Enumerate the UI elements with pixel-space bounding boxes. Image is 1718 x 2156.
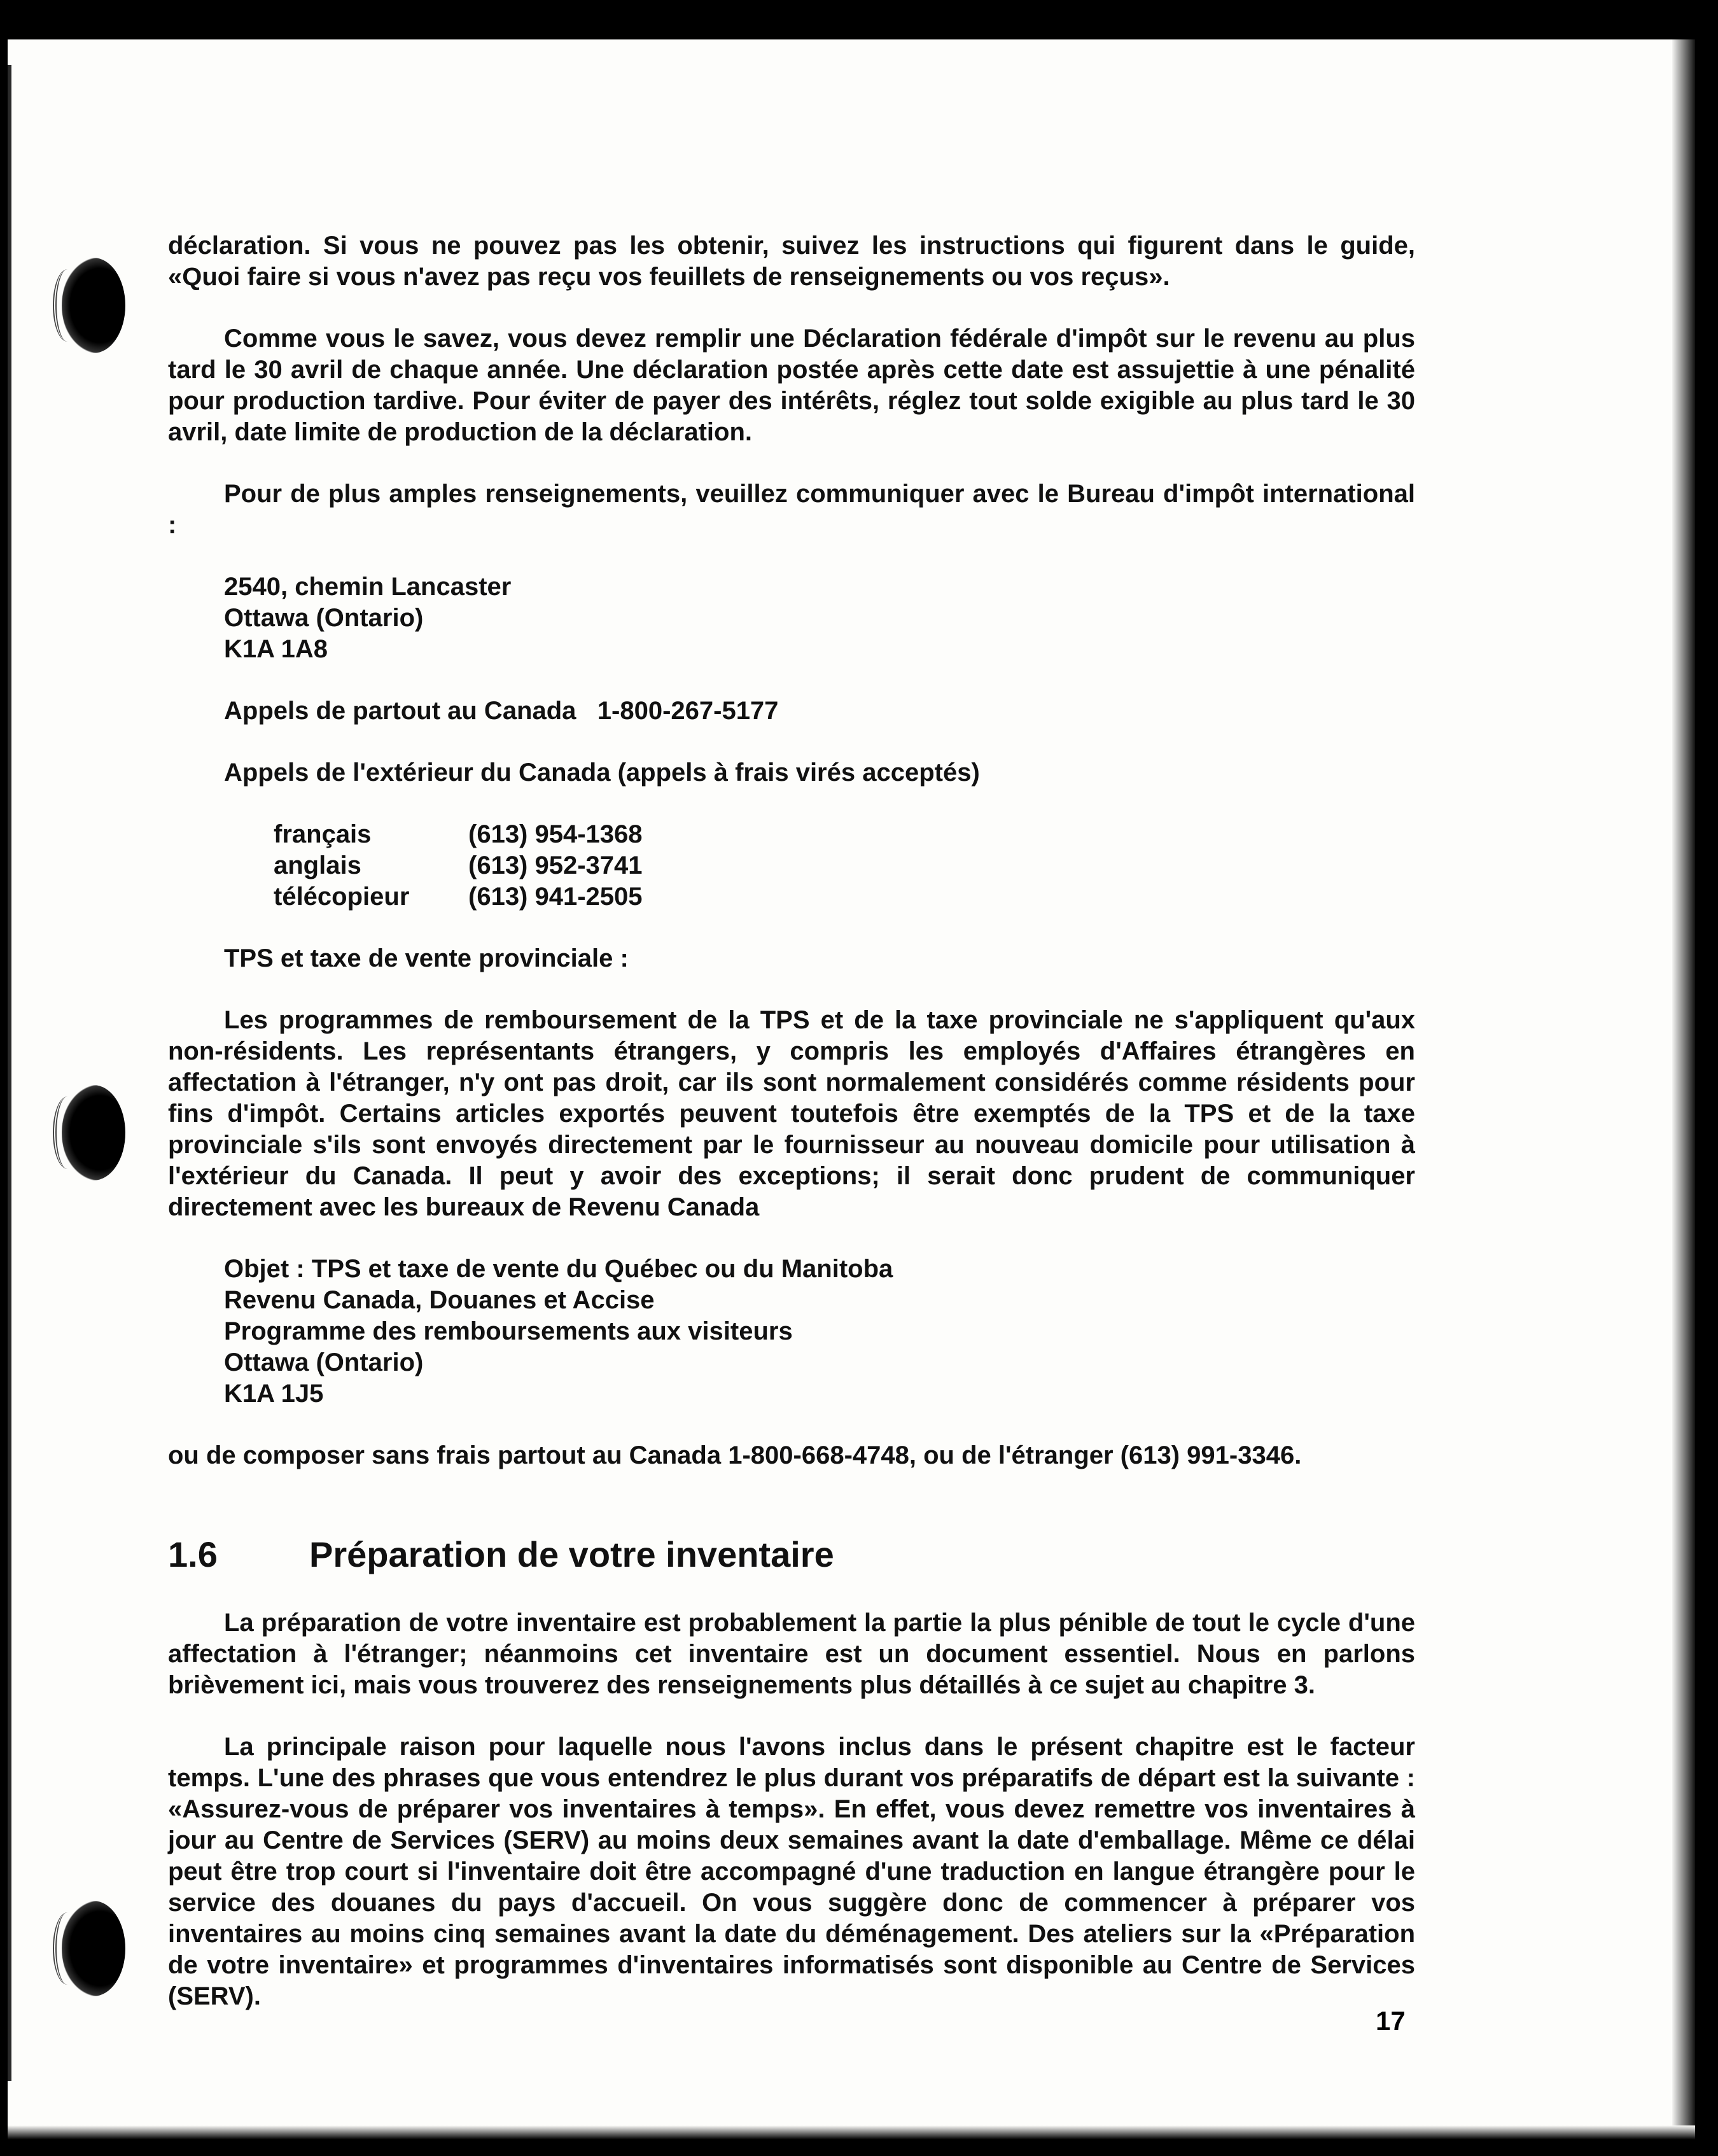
phone-label: télécopieur bbox=[274, 883, 410, 911]
address-line: K1A 1A8 bbox=[224, 635, 328, 663]
tps-heading: TPS et taxe de vente provinciale : bbox=[224, 944, 629, 972]
binder-hole-middle bbox=[62, 1085, 125, 1180]
section-title: Préparation de votre inventaire bbox=[309, 1534, 834, 1574]
phone-list bbox=[274, 819, 1415, 913]
phone-row bbox=[274, 881, 1415, 913]
phone-row bbox=[274, 819, 1415, 850]
paragraph-deadline: Comme vous le savez, vous devez remplir une Déclaration fédérale d'impôt sur le revenu au plus tard le 30 avril de chaque année. Une déclaration postée après cette date est assujettie à une pénalité pour production tardive. Pour éviter de payer des intérêts, réglez tout solde exigible au plus tard le 30 avril, date limite de production de la déclaration. bbox=[168, 325, 1415, 446]
paragraph-inventory-2: La principale raison pour laquelle nous l'avons inclus dans le présent chapitre est le facteur temps. L'une des phrases que vous entendrez le plus durant vos préparatifs de départ est la suivante : «Assurez-vous de préparer vos inventaires à temps». En effet, vous devez remettre vos inventaires à jour au Centre de Services (SERV) au moins deux semaines avant la date d'emballage. Même ce délai peut être trop court si l'inventaire doit être accompagné d'une traduction en langue étrangère pour le service des douanes du pays d'accueil. On vous suggère donc de commencer à préparer vos inventaires au moins cinq semaines avant la date du déménagement. Des ateliers sur la «Préparation de votre inventaire» et programmes d'inventaires informatisés sont disponible au Centre de Services (SERV). bbox=[168, 1733, 1415, 2010]
address-line: Revenu Canada, Douanes et Accise bbox=[224, 1286, 655, 1314]
address-line: 2540, chemin Lancaster bbox=[224, 573, 512, 601]
phone-row bbox=[274, 850, 1415, 881]
page-left-edge bbox=[8, 65, 11, 2081]
phone-number: (613) 952-3741 bbox=[468, 851, 643, 879]
address-line: Ottawa (Ontario) bbox=[224, 1348, 424, 1376]
paragraph-contact: Pour de plus amples renseignements, veuillez communiquer avec le Bureau d'impôt international : bbox=[168, 480, 1415, 539]
address-line: Programme des remboursements aux visiteurs bbox=[224, 1317, 793, 1345]
page-right-edge bbox=[1672, 39, 1695, 2139]
address-line: Ottawa (Ontario) bbox=[224, 604, 424, 632]
phone-number: (613) 954-1368 bbox=[468, 820, 643, 848]
calls-abroad: Appels de l'extérieur du Canada (appels à frais virés acceptés) bbox=[224, 759, 980, 787]
section-number: 1.6 bbox=[168, 1534, 218, 1574]
binder-hole-bottom bbox=[62, 1901, 125, 1996]
address-line: Objet : TPS et taxe de vente du Québec ou du Manitoba bbox=[224, 1255, 893, 1283]
page-number: 17 bbox=[1376, 2006, 1406, 2036]
address-line: K1A 1J5 bbox=[224, 1380, 324, 1408]
paragraph-inventory-1: La préparation de votre inventaire est probablement la partie la plus pénible de tout le cycle d'une affectation à l'étranger; néanmoins cet inventaire est un document essentiel. Nous en parlons brièvement ici, mais vous trouverez des renseignements plus détaillés à ce sujet au chapitre 3. bbox=[168, 1609, 1415, 1699]
calls-canada: Appels de partout au Canada 1-800-267-5177 bbox=[224, 697, 779, 725]
section-heading bbox=[168, 1532, 1415, 1577]
phone-label: anglais bbox=[274, 851, 361, 879]
address-tax-office bbox=[224, 571, 1415, 665]
paragraph-intro: déclaration. Si vous ne pouvez pas les obtenir, suivez les instructions qui figurent dans le guide, «Quoi faire si vous n'avez pas reçu vos feuillets de renseignements ou vos reçus». bbox=[168, 232, 1415, 291]
binder-hole-top bbox=[62, 258, 125, 353]
page-bottom-edge bbox=[8, 2125, 1695, 2139]
phone-number: (613) 941-2505 bbox=[468, 883, 643, 911]
document-page bbox=[8, 39, 1695, 2139]
phone-label: français bbox=[274, 820, 372, 848]
address-customs bbox=[224, 1254, 1415, 1410]
document-body bbox=[168, 230, 1415, 2012]
paragraph-tps: Les programmes de remboursement de la TPS et de la taxe provinciale ne s'appliquent qu'aux non-résidents. Les représentants étrangers, y compris les employés d'Affaires étrangères en affectation à l'étranger, n'y ont pas droit, car ils sont normalement considérés comme résidents pour fins d'impôt. Certains articles exportés peuvent toutefois être exemptés de la TPS et de la taxe provinciale s'ils sont envoyés directement par le fournisseur au nouveau domicile pour utilisation à l'extérieur du Canada. Il peut y avoir des exceptions; il serait donc prudent de communiquer directement avec les bureaux de Revenu Canada bbox=[168, 1006, 1415, 1221]
paragraph-tollfree: ou de composer sans frais partout au Canada 1-800-668-4748, ou de l'étranger (613) 991-3346. bbox=[168, 1441, 1302, 1469]
